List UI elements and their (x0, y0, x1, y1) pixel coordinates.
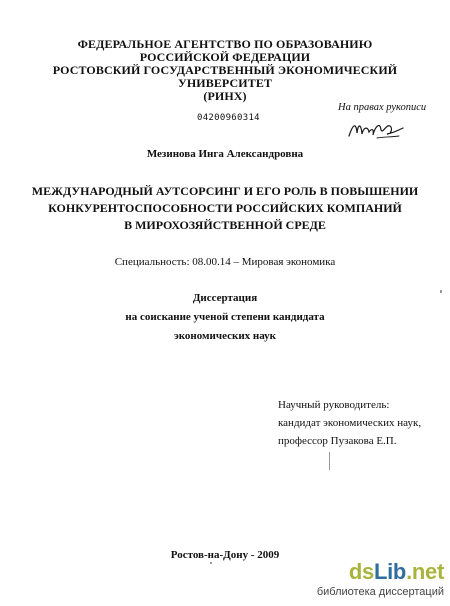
dslib-logo (349, 559, 444, 585)
dissertation-block (0, 289, 450, 346)
supervisor-block (278, 396, 421, 450)
agency-header (0, 38, 450, 103)
supervisor-line: Научный руководитель: (278, 399, 390, 411)
city-year: Ростов-на-Дону - 2009 (170, 549, 280, 561)
handwritten-signature (347, 118, 405, 142)
dissertation-line: на соискание ученой степени кандидата (125, 311, 325, 323)
title-line: КОНКУРЕНТОСПОСОБНОСТИ РОССИЙСКИХ КОМПАНИЙ (48, 201, 402, 215)
specialty-line: Специальность: 08.00.14 – Мировая экономика (114, 256, 336, 268)
agency-line: (РИНХ) (203, 89, 247, 103)
agency-line: РОСТОВСКИЙ ГОСУДАРСТВЕННЫЙ ЭКОНОМИЧЕСКИЙ (52, 63, 398, 77)
title-line: МЕЖДУНАРОДНЫЙ АУТСОРСИНГ И ЕГО РОЛЬ В ПОВЫШЕНИИ (31, 184, 419, 198)
logo-lib: Lib (373, 559, 407, 584)
agency-line: РОССИЙСКОЙ ФЕДЕРАЦИИ (139, 50, 311, 64)
author-name: Мезинова Инга Александровна (146, 148, 304, 160)
agency-line: ФЕДЕРАЛЬНОЕ АГЕНТСТВО ПО ОБРАЗОВАНИЮ (77, 37, 373, 51)
dissertation-title (0, 183, 450, 234)
logo-net: .net (406, 559, 444, 584)
document-number: 04200960314 (197, 113, 260, 123)
supervisor-line: профессор Пузакова Е.П. (278, 435, 397, 447)
logo-ds: ds (348, 559, 374, 584)
dissertation-line: Диссертация (192, 292, 258, 304)
scan-speck (329, 452, 330, 470)
agency-line: УНИВЕРСИТЕТ (177, 76, 273, 90)
watermark-subtitle: библиотека диссертаций (316, 586, 444, 598)
title-line: В МИРОХОЗЯЙСТВЕННОЙ СРЕДЕ (124, 218, 326, 232)
scan-speck (210, 562, 212, 564)
scan-speck (440, 290, 442, 293)
rights-note: На правах рукописи (338, 102, 427, 113)
supervisor-line: кандидат экономических наук, (278, 417, 422, 429)
dissertation-line: экономических наук (173, 330, 277, 342)
dslib-watermark (316, 559, 448, 603)
